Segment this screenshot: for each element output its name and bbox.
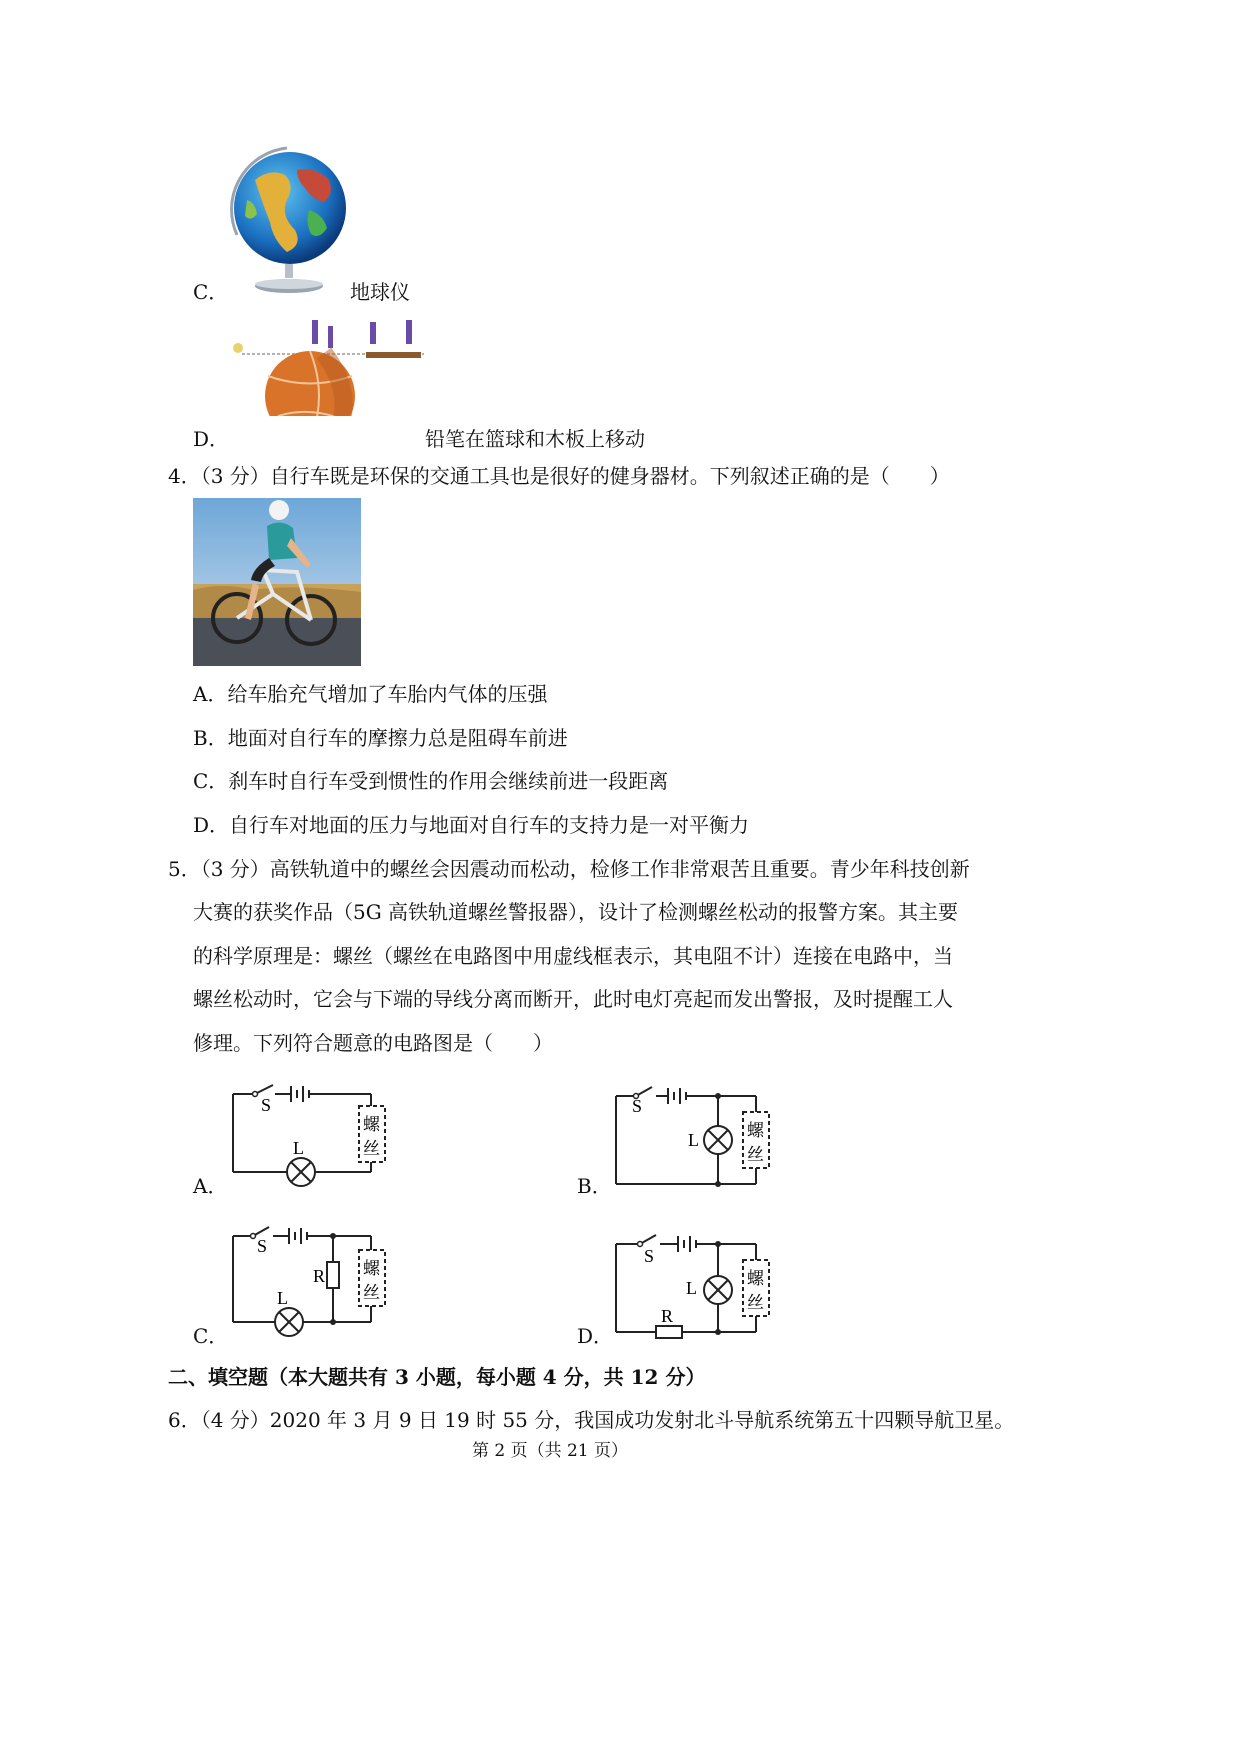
cyclist-photo [193, 498, 361, 666]
q5-option-c-letter: C． [193, 1324, 229, 1348]
globe-image [225, 140, 350, 300]
q5-line-3: 的科学原理是：螺丝（螺丝在电路图中用虚线框表示，其电阻不计）连接在电路中，当 [193, 944, 953, 968]
q4-stem: 4．（3 分）自行车既是环保的交通工具也是很好的健身器材。下列叙述正确的是（ ） [168, 464, 950, 488]
q5-option-b-letter: B． [577, 1174, 612, 1198]
basketball-pencil-image [228, 316, 428, 416]
q4-option-d: D．自行车对地面的压力与地面对自行车的支持力是一对平衡力 [193, 813, 750, 837]
q3-option-d-letter: D． [193, 427, 230, 451]
q5-line-1: 5．（3 分）高铁轨道中的螺丝会因震动而松动，检修工作非常艰苦且重要。青少年科技创新 [168, 857, 970, 881]
q4-option-c: C．刹车时自行车受到惯性的作用会继续前进一段距离 [193, 769, 669, 793]
q3-option-c-caption: 地球仪 [350, 280, 410, 304]
screw-label-top: 螺 [363, 1259, 380, 1278]
resistor-label: R [313, 1266, 326, 1286]
switch-label: S [261, 1095, 272, 1115]
q5-option-a-letter: A． [193, 1174, 228, 1198]
q3-option-d-caption: 铅笔在篮球和木板上移动 [425, 427, 645, 451]
lamp-label: L [688, 1130, 699, 1150]
q5-option-d-letter: D． [577, 1324, 614, 1348]
screw-label-bottom: 丝 [363, 1283, 380, 1302]
circuit-diagram-a [225, 1080, 395, 1190]
lamp-label: L [293, 1138, 304, 1158]
q6-stem: 6．（4 分）2020 年 3 月 9 日 19 时 55 分，我国成功发射北斗导航系统第五十四颗导航卫星。 [168, 1408, 1015, 1432]
screw-label-bottom: 丝 [747, 1145, 764, 1164]
switch-label: S [257, 1236, 268, 1256]
screw-label-top: 螺 [747, 1121, 764, 1140]
circuit-diagram-c [225, 1218, 395, 1342]
q5-line-2: 大赛的获奖作品（5G 高铁轨道螺丝警报器），设计了检测螺丝松动的报警方案。其主要 [193, 900, 959, 924]
lamp-label: L [686, 1278, 697, 1298]
switch-label: S [632, 1096, 643, 1116]
q5-line-4: 螺丝松动时，它会与下端的导线分离而断开，此时电灯亮起而发出警报，及时提醒工人 [193, 987, 953, 1011]
q5-line-5: 修理。下列符合题意的电路图是（ ） [193, 1031, 553, 1055]
circuit-diagram-d [608, 1228, 778, 1340]
screw-label-top: 螺 [747, 1269, 764, 1288]
lamp-label: L [277, 1288, 288, 1308]
circuit-diagram-b [608, 1078, 778, 1190]
resistor-label: R [661, 1306, 674, 1326]
switch-label: S [644, 1246, 655, 1266]
screw-label-bottom: 丝 [747, 1293, 764, 1312]
q3-option-c-letter: C． [193, 280, 229, 304]
q4-option-b: B．地面对自行车的摩擦力总是阻碍车前进 [193, 726, 568, 750]
screw-label-bottom: 丝 [363, 1139, 380, 1158]
page-footer: 第 2 页（共 21 页） [471, 1441, 629, 1461]
q4-option-a: A．给车胎充气增加了车胎内气体的压强 [193, 682, 548, 706]
section-2-title: 二、填空题（本大题共有 3 小题，每小题 4 分，共 12 分） [168, 1365, 706, 1389]
screw-label-top: 螺 [363, 1115, 380, 1134]
